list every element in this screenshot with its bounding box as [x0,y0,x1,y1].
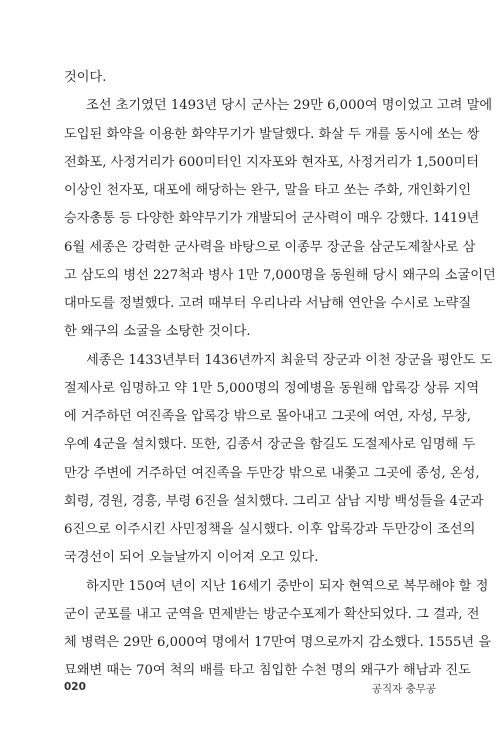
body-line: 국경선이 되어 오늘날까지 이어져 오고 있다. [64,550,319,566]
body-line: 6진으로 이주시킨 사민정책을 실시했다. 이후 압록강과 두만강이 조선의 [64,522,476,537]
body-line: 묘왜변 때는 70여 척의 배를 타고 침입한 수천 명의 왜구가 해남과 진도 [64,663,471,679]
body-line: 대마도를 정벌했다. 고려 때부터 우리나라 서남해 연안을 수시로 노략질 [64,296,472,311]
page-footer [64,681,436,699]
body-line: 고 삼도의 병선 227척과 병사 1만 7,000명을 동원해 당시 왜구의 소굴이던 [64,267,496,283]
body-line: 이상인 천자포, 대포에 해당하는 완구, 말을 타고 쏘는 주화, 개인화기인 [64,183,471,198]
running-title: 공직자 충무공 [371,683,436,695]
page-number: 020 [64,681,86,693]
body-line: 하지만 150여 년이 지난 16세기 중반이 되자 현역으로 복무해야 할 정 [86,578,489,594]
body-line: 에 거주하던 여진족을 압록강 밖으로 몰아내고 그곳에 여연, 자성, 무창, [64,409,471,424]
body-text [64,64,496,686]
body-line: 세종은 1433년부터 1436년까지 최윤덕 장군과 이천 장군을 평안도 도 [86,352,493,368]
body-line: 전화포, 사정거리가 600미터인 지자포와 현자포, 사정거리가 1,500미터 [64,154,479,170]
body-line: 도입된 화약을 이용한 화약무기가 발달했다. 화살 두 개를 동시에 쏘는 쌍 [64,126,480,142]
body-line: 회령, 경원, 경흥, 부령 6진을 설치했다. 그리고 삼남 지방 백성들을 4군과 [64,493,484,509]
body-line: 절제사로 임명하고 약 1만 5,000명의 정예병을 동원해 압록강 상류 지역 [64,380,480,396]
body-line: 우예 4군을 설치했다. 또한, 김종서 장군을 함길도 도절제사로 임명해 두 [64,437,476,453]
body-line: 것이다. [64,70,107,85]
body-line: 체 병력은 29만 6,000여 명에서 17만여 명으로까지 감소했다. 1555년 을 [64,635,492,650]
body-line: 군이 군포를 내고 군역을 면제받는 방군수포제가 확산되었다. 그 결과, 전 [64,606,480,622]
body-line: 만강 주변에 거주하던 여진족을 두만강 밖으로 내쫓고 그곳에 종성, 온성, [64,465,480,481]
body-line: 승자총통 등 다양한 화약무기가 개발되어 군사력이 매우 강했다. 1419년 [64,211,480,227]
body-line: 한 왜구의 소굴을 소탕한 것이다. [64,324,251,340]
body-line: 조선 초기였던 1493년 당시 군사는 29만 6,000여 명이었고 고려 말에 [86,98,493,114]
body-line: 6월 세종은 강력한 군사력을 바탕으로 이종무 장군을 삼군도제찰사로 삼 [64,239,476,255]
